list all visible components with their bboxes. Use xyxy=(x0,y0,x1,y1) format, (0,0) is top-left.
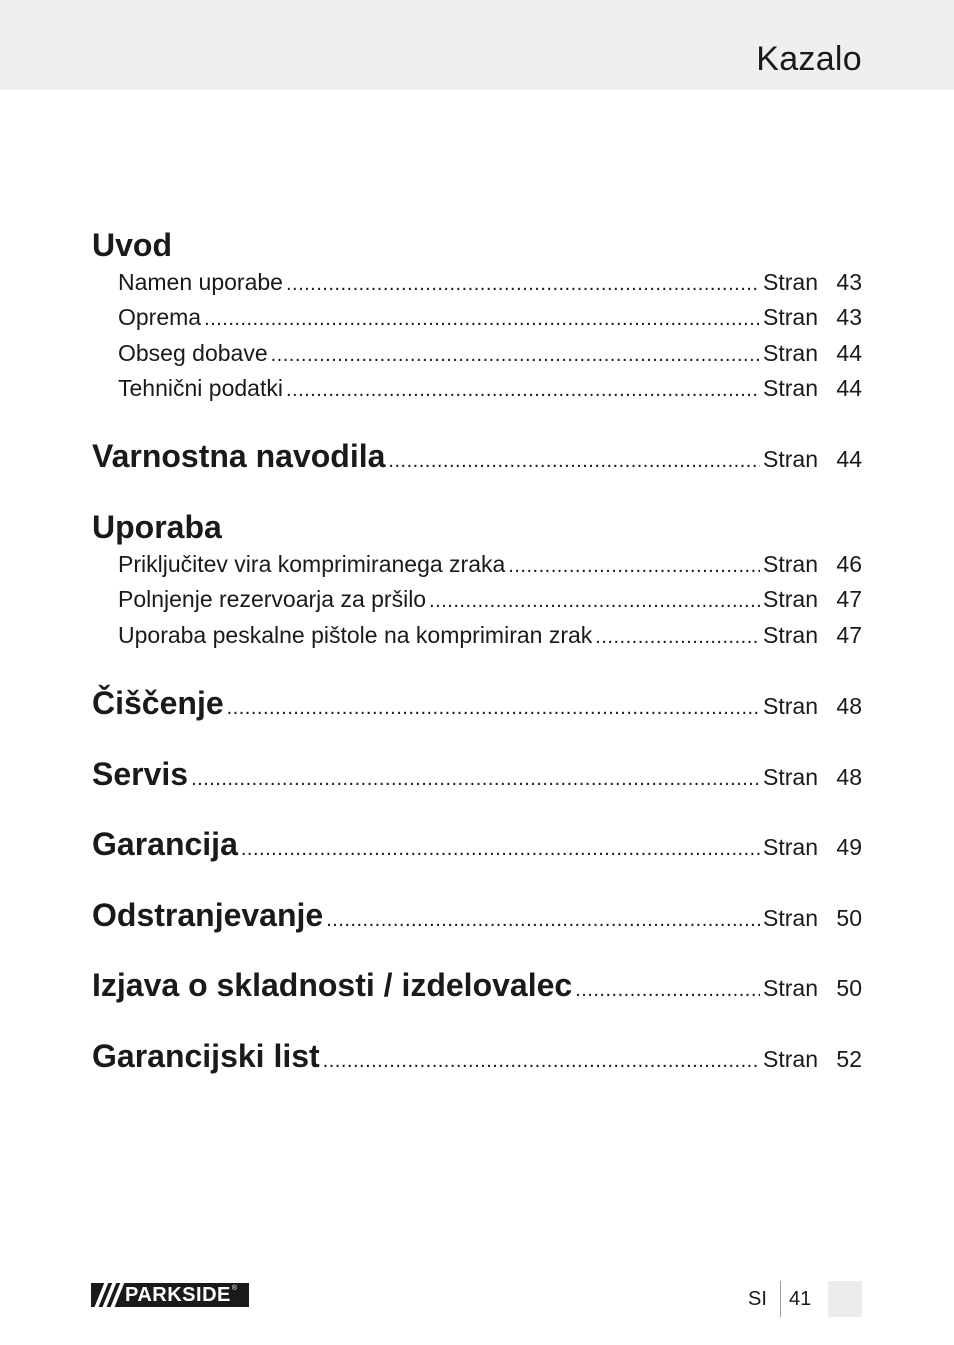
toc-heading-label: Garancijski list xyxy=(92,1038,320,1074)
brand-name: PARKSIDE xyxy=(125,1284,231,1306)
toc-entry-label: Uporaba peskalne pištole na komprimiran zrak xyxy=(118,622,593,648)
page-word: Stran xyxy=(763,622,818,648)
toc-entry[interactable] xyxy=(118,620,862,652)
dot-leader xyxy=(508,551,760,581)
dot-leader xyxy=(204,304,760,334)
toc-entry-garancijski-list[interactable] xyxy=(92,1037,862,1075)
dot-leader xyxy=(595,622,760,652)
registered-mark: ® xyxy=(231,1284,238,1292)
page-reference xyxy=(763,834,862,861)
page-reference xyxy=(763,373,862,403)
page-reference xyxy=(763,905,862,932)
dot-leader xyxy=(286,269,760,299)
page-word: Stran xyxy=(763,834,818,860)
page-number: 50 xyxy=(836,975,862,1001)
page-number: 47 xyxy=(836,622,862,648)
page-number: 44 xyxy=(836,446,862,472)
dot-leader xyxy=(388,450,760,473)
dot-leader xyxy=(286,375,760,405)
page-number: 49 xyxy=(836,834,862,860)
page-word: Stran xyxy=(763,304,818,330)
toc-entry-label: Priključitev vira komprimiranega zraka xyxy=(118,551,506,577)
toc-heading-uporaba: Uporaba xyxy=(92,509,222,545)
page-word: Stran xyxy=(763,1046,818,1072)
page-number: 50 xyxy=(836,905,862,931)
page-reference xyxy=(763,338,862,368)
toc-entry-label: Tehnični podatki xyxy=(118,375,283,401)
page-reference xyxy=(763,764,862,791)
toc-entry-label: Polnjenje rezervoarja za pršilo xyxy=(118,586,427,612)
page-reference xyxy=(763,620,862,650)
toc-heading-label: Izjava o skladnosti / izdelovalec xyxy=(92,967,573,1003)
page-reference xyxy=(763,302,862,332)
page-reference xyxy=(763,549,862,579)
toc-entry[interactable] xyxy=(118,549,862,581)
page-reference xyxy=(763,584,862,614)
toc-entry-ciscenje[interactable] xyxy=(92,684,862,722)
page-word: Stran xyxy=(763,340,818,366)
page-word: Stran xyxy=(763,586,818,612)
footer-tab-box xyxy=(828,1281,862,1317)
dot-leader xyxy=(575,979,760,1002)
page-reference xyxy=(763,975,862,1002)
page-number: 47 xyxy=(836,586,862,612)
toc-entry-garancija[interactable] xyxy=(92,825,862,863)
toc-heading-label: Varnostna navodila xyxy=(92,438,386,474)
page-reference xyxy=(763,693,862,720)
page-word: Stran xyxy=(763,975,818,1001)
toc-entry[interactable] xyxy=(118,584,862,616)
toc-entry[interactable] xyxy=(118,302,862,334)
toc-entry-label: Oprema xyxy=(118,304,202,330)
page-reference xyxy=(763,446,862,473)
language-code: SI xyxy=(748,1288,767,1310)
dot-leader xyxy=(326,909,760,932)
dot-leader xyxy=(191,768,760,791)
toc-heading-label: Odstranjevanje xyxy=(92,897,324,933)
page-word: Stran xyxy=(763,551,818,577)
page-number: 44 xyxy=(836,340,862,366)
page-word: Stran xyxy=(763,446,818,472)
toc-entry[interactable] xyxy=(118,267,862,299)
toc-entry[interactable] xyxy=(118,338,862,370)
dot-leader xyxy=(227,697,760,720)
page-number-footer: 41 xyxy=(789,1288,812,1310)
page-word: Stran xyxy=(763,375,818,401)
dot-leader xyxy=(429,586,760,616)
toc-heading-uvod: Uvod xyxy=(92,227,172,263)
page-number: 44 xyxy=(836,375,862,401)
logo-stripes-icon xyxy=(91,1283,125,1307)
page-number: 43 xyxy=(836,269,862,295)
page-number: 48 xyxy=(836,693,862,719)
page-reference xyxy=(763,1046,862,1073)
toc-entry-varnostna-navodila[interactable] xyxy=(92,437,862,475)
dot-leader xyxy=(241,838,760,861)
toc-entry[interactable] xyxy=(118,373,862,405)
footer-divider xyxy=(780,1281,781,1317)
toc-entry-izjava[interactable] xyxy=(92,966,862,1004)
page-word: Stran xyxy=(763,269,818,295)
dot-leader xyxy=(323,1050,760,1073)
toc-entry-servis[interactable] xyxy=(92,755,862,793)
toc-entry-label: Obseg dobave xyxy=(118,340,268,366)
page-number: 48 xyxy=(836,764,862,790)
page-number: 46 xyxy=(836,551,862,577)
page-number: 52 xyxy=(836,1046,862,1072)
toc-entry-label: Namen uporabe xyxy=(118,269,283,295)
page-word: Stran xyxy=(763,693,818,719)
page-word: Stran xyxy=(763,764,818,790)
page-title: Kazalo xyxy=(756,40,862,78)
dot-leader xyxy=(271,340,760,370)
parkside-logo xyxy=(91,1283,249,1307)
page-number: 43 xyxy=(836,304,862,330)
page-reference xyxy=(763,267,862,297)
toc-heading-label: Garancija xyxy=(92,826,238,862)
toc-entry-odstranjevanje[interactable] xyxy=(92,896,862,934)
page-word: Stran xyxy=(763,905,818,931)
toc-heading-label: Servis xyxy=(92,756,189,792)
toc-heading-label: Čiščenje xyxy=(92,685,224,721)
